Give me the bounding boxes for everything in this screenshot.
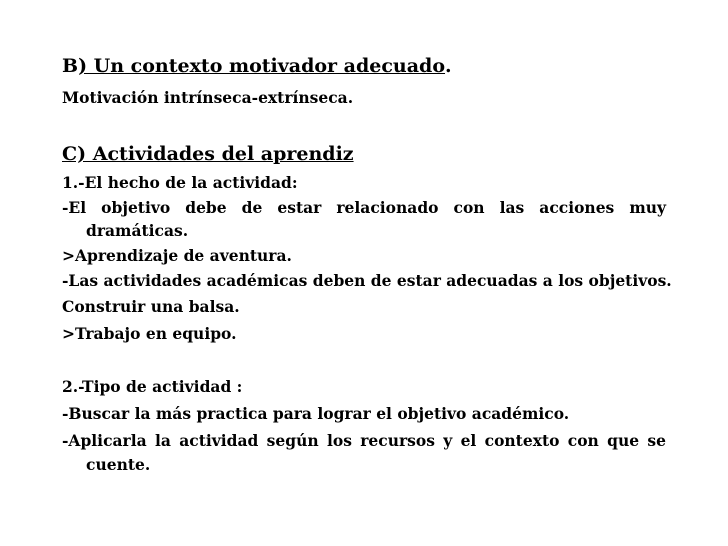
objective-line-cont: dramáticas.	[86, 221, 189, 240]
apply-line: -Aplicarla la actividad según los recursos y el contexto con que se	[62, 431, 666, 450]
adventure-learning-line: >Aprendizaje de aventura.	[62, 246, 292, 265]
objective-line: -El objetivo debe de estar relacionado con las acciones muy	[62, 198, 666, 217]
practical-line: -Buscar la más practica para lograr el objetivo académico.	[62, 404, 570, 423]
activity-fact-line: 1.-El hecho de la actividad:	[62, 173, 298, 192]
section-b-title: ) Un contexto motivador adecuado	[78, 55, 446, 77]
section-b-prefix: B	[62, 55, 79, 77]
raft-line: Construir una balsa.	[62, 297, 240, 316]
academic-activities-line: -Las actividades académicas deben de estar adecuadas a los objetivos.	[62, 271, 672, 290]
section-c-heading: C) Actividades del aprendiz	[62, 143, 354, 165]
section-b-suffix: .	[445, 55, 452, 77]
motivation-line: Motivación intrínseca-extrínseca.	[62, 88, 354, 107]
teamwork-line: >Trabajo en equipo.	[62, 324, 237, 343]
section-b-heading	[62, 54, 666, 78]
activity-type-line: 2.-Tipo de actividad :	[62, 377, 243, 396]
apply-line-cont: cuente.	[86, 455, 151, 474]
slide-content	[62, 0, 672, 546]
